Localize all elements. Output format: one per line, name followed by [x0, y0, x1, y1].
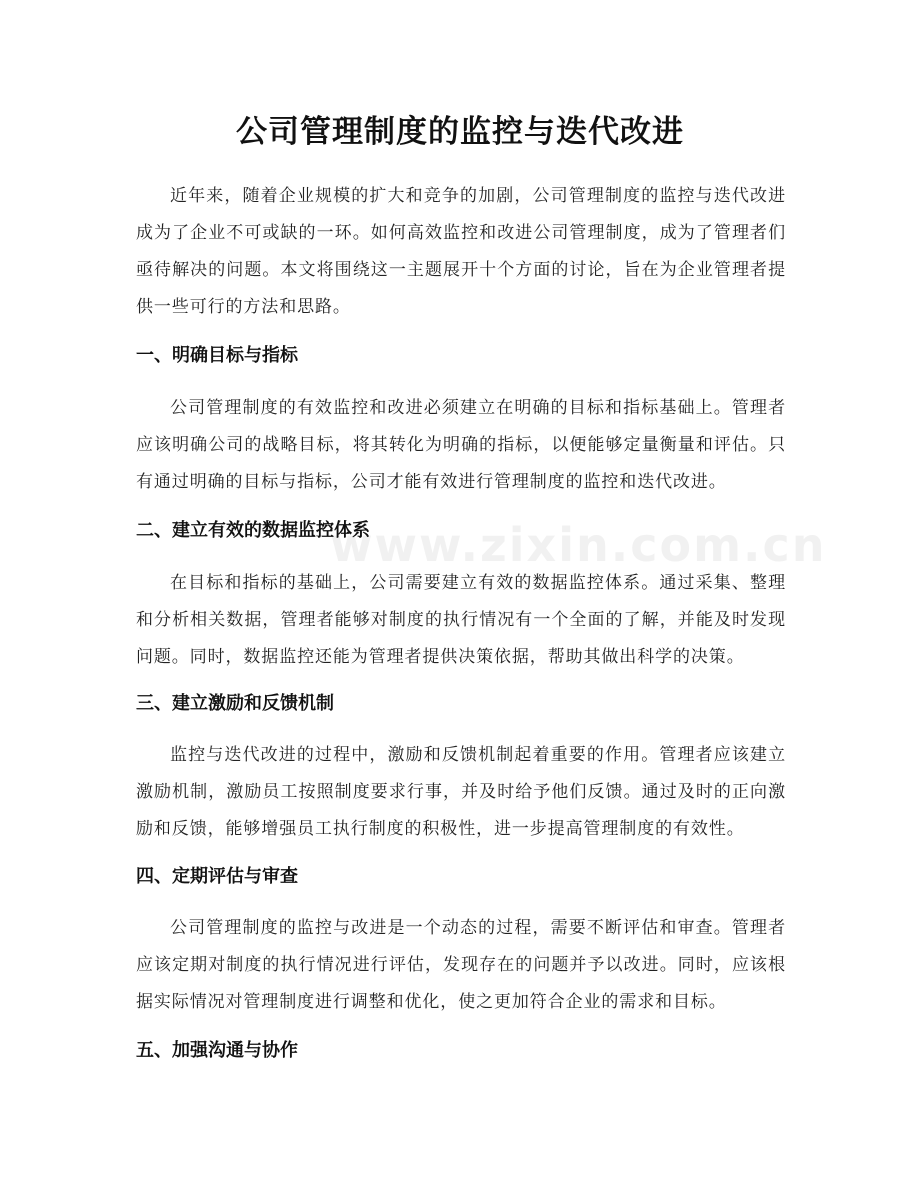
section-body-4: 公司管理制度的监控与改进是一个动态的过程，需要不断评估和审查。管理者应该定期对制度的执行情况进行评估，发现存在的问题并予以改进。同时，应该根据实际情况对管理制度进行调整和优化，使之更加符合企业的需求和目标。 — [136, 918, 786, 1012]
watermark-text: www.zixin.com.cn — [330, 518, 827, 572]
section-body-block-3 — [136, 737, 786, 848]
section-body-1: 公司管理制度的有效监控和改进必须建立在明确的目标和指标基础上。管理者应该明确公司的战略目标，将其转化为明确的指标，以便能够定量衡量和评估。只有通过明确的目标与指标，公司才能有效进行管理制度的监控和迭代改进。 — [136, 398, 786, 492]
section-body-block-1 — [136, 390, 786, 501]
section-body-block-2 — [136, 565, 786, 676]
section-heading-5: 五、加强沟通与协作 — [136, 1040, 298, 1061]
section-body-3: 监控与迭代改进的过程中，激励和反馈机制起着重要的作用。管理者应该建立激励机制，激励员工按照制度要求行事，并及时给予他们反馈。通过及时的正向激励和反馈，能够增强员工执行制度的积极性，进一步提高管理制度的有效性。 — [136, 745, 786, 839]
section-heading-2: 二、建立有效的数据监控体系 — [136, 520, 370, 541]
document-title: 公司管理制度的监控与迭代改进 — [236, 114, 684, 150]
section-heading-1: 一、明确目标与指标 — [136, 345, 298, 366]
section-heading-4: 四、定期评估与审查 — [136, 866, 298, 887]
intro-paragraph: 近年来，随着企业规模的扩大和竞争的加剧，公司管理制度的监控与迭代改进成为了企业不可或缺的一环。如何高效监控和改进公司管理制度，成为了管理者们亟待解决的问题。本文将围绕这一主题展开十个方面的讨论，旨在为企业管理者提供一些可行的方法和思路。 — [136, 186, 786, 317]
section-heading-3: 三、建立激励和反馈机制 — [136, 693, 334, 714]
section-body-2: 在目标和指标的基础上，公司需要建立有效的数据监控体系。通过采集、整理和分析相关数据，管理者能够对制度的执行情况有一个全面的了解，并能及时发现问题。同时，数据监控还能为管理者提供决策依据，帮助其做出科学的决策。 — [136, 573, 786, 667]
intro-paragraph-block — [136, 178, 786, 326]
section-body-block-4 — [136, 910, 786, 1021]
